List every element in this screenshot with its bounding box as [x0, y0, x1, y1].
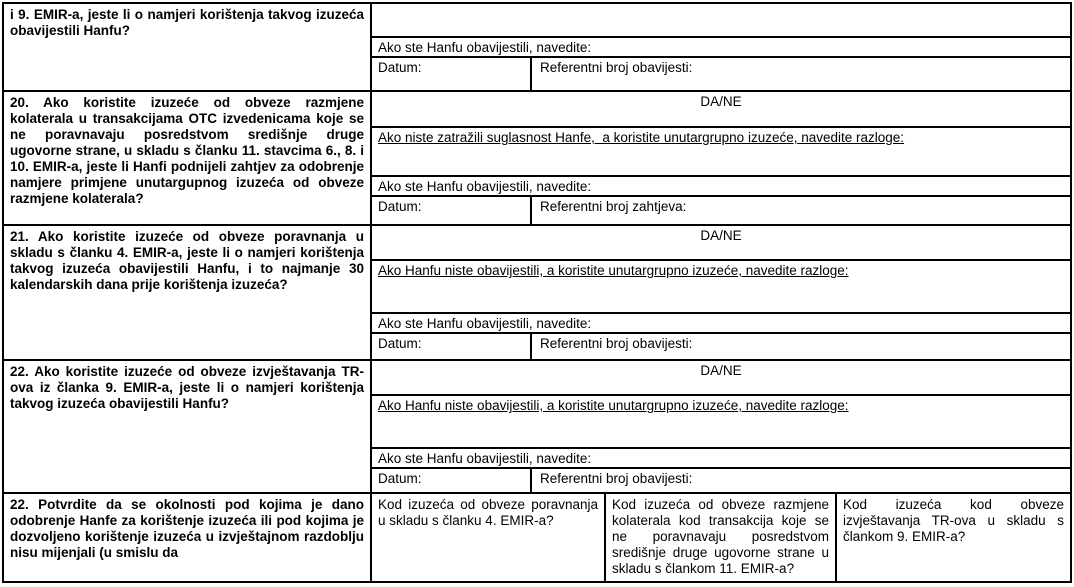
date-reference-row	[372, 56, 1070, 90]
date-label: Datum:	[378, 471, 422, 486]
date-label: Datum:	[378, 199, 422, 214]
notify-label-cell	[372, 175, 1070, 195]
reasons-field[interactable]	[372, 259, 1070, 312]
empty-answer-cell[interactable]	[372, 4, 1070, 36]
notify-label-cell	[372, 447, 1070, 467]
confirmation-columns	[372, 494, 1070, 581]
answer-area-19	[372, 4, 1070, 90]
da-ne-cell[interactable]	[372, 361, 1070, 394]
question-row-20	[4, 90, 1070, 224]
confirmation-col-text: Kod izuzeća kod obveze izvještavanja TR-ova u skladu s člankom 9. EMIR-a?	[843, 497, 1064, 544]
reasons-label: Ako Hanfu niste obavijestili, a koristite unutargrupno izuzeće, navedite razloge:	[378, 398, 849, 413]
date-reference-row	[372, 332, 1070, 359]
reference-label: Referentni broj zahtjeva:	[540, 199, 687, 214]
form-table	[2, 2, 1072, 583]
question-text: i 9. EMIR-a, jeste li o namjeri korištenja takvog izuzeća obavijestili Hanfu?	[10, 7, 364, 38]
answer-area-20	[372, 92, 1070, 224]
confirmation-col-clearing[interactable]	[372, 494, 604, 581]
notify-label-cell	[372, 36, 1070, 56]
date-label: Datum:	[378, 336, 422, 351]
date-field[interactable]	[372, 334, 532, 359]
reasons-field[interactable]	[372, 126, 1070, 175]
date-field[interactable]	[372, 58, 532, 90]
da-ne-cell[interactable]	[372, 92, 1070, 126]
date-field[interactable]	[372, 469, 532, 492]
confirmation-col-reporting[interactable]	[835, 494, 1070, 581]
notify-label: Ako ste Hanfu obavijestili, navedite:	[378, 316, 592, 331]
reference-label: Referentni broj obavijesti:	[540, 471, 693, 486]
question-cell-22-confirm	[4, 494, 372, 581]
date-reference-row	[372, 467, 1070, 492]
reasons-label: Ako niste zatražili suglasnost Hanfe, a koristite unutargrupno izuzeće, navedite razloge:	[378, 130, 905, 145]
notify-label: Ako ste Hanfu obavijestili, navedite:	[378, 179, 592, 194]
date-field[interactable]	[372, 197, 532, 224]
question-row-21	[4, 224, 1070, 359]
question-row-19-partial	[4, 4, 1070, 90]
reference-label: Referentni broj obavijesti:	[540, 336, 693, 351]
answer-area-21	[372, 226, 1070, 359]
question-text: 22. Ako koristite izuzeće od obveze izvještavanja TR-ova iz članka 9. EMIR-a, jeste li o namjeri korištenja takvog izuzeća obavijestili Hanfu?	[10, 364, 364, 411]
question-cell-19	[4, 4, 372, 90]
question-row-22	[4, 359, 1070, 492]
answer-area-22	[372, 361, 1070, 492]
da-ne-text: DA/NE	[700, 94, 742, 109]
question-row-22-confirm	[4, 492, 1070, 581]
da-ne-cell[interactable]	[372, 226, 1070, 259]
reference-field[interactable]	[532, 58, 1070, 90]
question-cell-20	[4, 92, 372, 224]
question-text: 20. Ako koristite izuzeće od obveze razmjene kolaterala u transakcijama OTC izvedenicama koje se ne poravnavaju posredstvom središnje druge ugovorne strane, u skladu s članku 11. stavcima 6., 8. i 10. EMIR-a, jeste li Hanfi podnijeli zahtjev za odobrenje namjere primjene unutargupnog izuzeća od obveze razmjene kolaterala?	[10, 95, 364, 206]
date-label: Datum:	[378, 60, 422, 75]
notify-label-cell	[372, 312, 1070, 332]
reference-field[interactable]	[532, 197, 1070, 224]
date-reference-row	[372, 195, 1070, 224]
question-cell-21	[4, 226, 372, 359]
notify-label: Ako ste Hanfu obavijestili, navedite:	[378, 40, 592, 55]
da-ne-text: DA/NE	[700, 228, 742, 243]
question-text: 22. Potvrdite da se okolnosti pod kojima je dano odobrenje Hanfe za korištenje izuzeća ili pod kojima je dozvoljeno korištenje izuzeća u izvještajnom razdoblju nisu mijenjali (u smislu da	[10, 497, 364, 560]
reference-field[interactable]	[532, 469, 1070, 492]
question-cell-22	[4, 361, 372, 492]
question-text: 21. Ako koristite izuzeće od obveze poravnanja u skladu s članku 4. EMIR-a, jeste li o namjeri korištenja takvog izuzeća obavijestili Hanfu, i to najmanje 30 kalendarskih dana prije korištenja izuzeća?	[10, 229, 364, 292]
notify-label: Ako ste Hanfu obavijestili, navedite:	[378, 451, 592, 466]
reference-field[interactable]	[532, 334, 1070, 359]
confirmation-col-collateral[interactable]	[604, 494, 835, 581]
confirmation-col-text: Kod izuzeća od obveze razmjene kolaterala kod transakcija koje se ne poravnavaju posredstvom središnje druge ugovorne strane u skladu s člankom 11. EMIR-a?	[612, 497, 829, 576]
reference-label: Referentni broj obavijesti:	[540, 60, 693, 75]
confirmation-col-text: Kod izuzeća od obveze poravnanja u skladu s članku 4. EMIR-a?	[378, 497, 598, 528]
da-ne-text: DA/NE	[700, 363, 742, 378]
reasons-label: Ako Hanfu niste obavijestili, a koristite unutargrupno izuzeće, navedite razloge:	[378, 263, 849, 278]
reasons-field[interactable]	[372, 394, 1070, 447]
